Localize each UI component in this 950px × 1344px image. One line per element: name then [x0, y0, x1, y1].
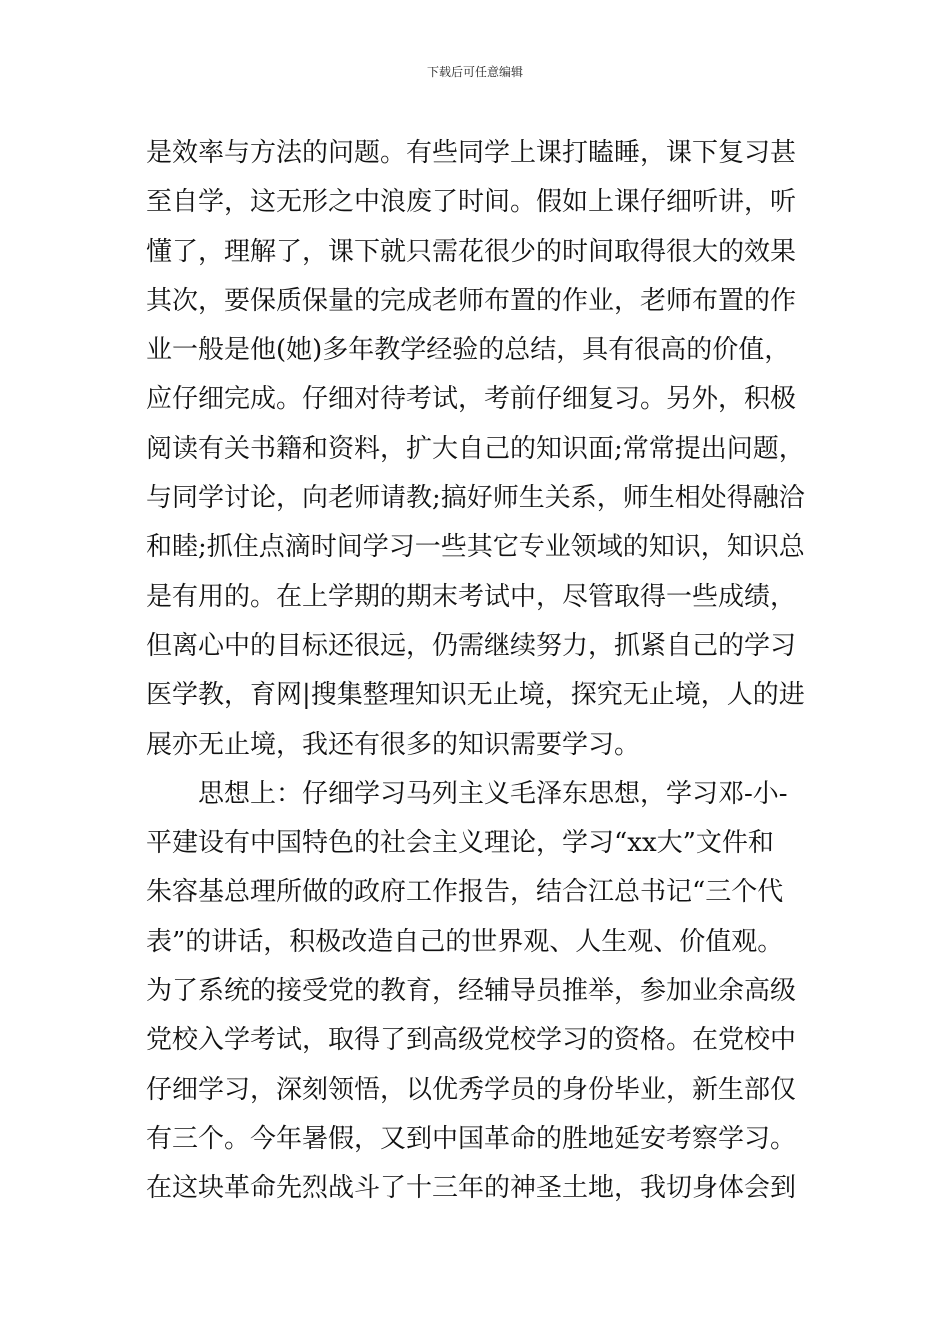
text-line: 医学教，育网|搜集整理知识无止境，探究无止境，人的进	[146, 680, 805, 711]
text-line: 是效率与方法的问题。有些同学上课打瞌睡，课下复习甚	[146, 138, 797, 168]
text-line: 朱容基总理所做的政府工作报告，结合江总书记“三个代	[146, 877, 784, 908]
text-line: 是有用的。在上学期的期末考试中，尽管取得一些成绩，	[146, 581, 797, 612]
text-line: 仔细学习，深刻领悟，以优秀学员的身份毕业，新生部仅	[146, 1074, 797, 1105]
text-line: 表”的讲话，积极改造自己的世界观、人生观、价值观。	[146, 926, 784, 957]
paragraph-start-line: 思想上：仔细学习马列主义毛泽东思想，学习邓-小-	[198, 778, 788, 809]
text-line: 业一般是他(她)多年教学经验的总结，具有很高的价值，	[146, 335, 791, 366]
text-line: 党校入学考试，取得了到高级党校学习的资格。在党校中	[146, 1025, 797, 1056]
text-line: 阅读有关书籍和资料，扩大自己的知识面;常常提出问题，	[146, 433, 805, 464]
text-line: 与同学讨论，向老师请教;搞好师生关系，师生相处得融洽	[146, 483, 805, 514]
text-line: 但离心中的目标还很远，仍需继续努力，抓紧自己的学习	[146, 630, 797, 661]
text-line: 其次，要保质保量的完成老师布置的作业，老师布置的作	[146, 285, 797, 316]
text-line: 懂了，理解了，课下就只需花很少的时间取得很大的效果	[146, 236, 797, 267]
text-line: 有三个。今年暑假，又到中国革命的胜地延安考察学习。	[146, 1123, 797, 1154]
text-line: 平建设有中国特色的社会主义理论，学习“xx大”文件和	[146, 828, 774, 859]
text-line: 为了系统的接受党的教育，经辅导员推举，参加业余高级	[146, 976, 797, 1007]
text-line: 在这块革命先烈战斗了十三年的神圣土地，我切身体会到	[146, 1173, 797, 1204]
text-line: 展亦无止境，我还有很多的知识需要学习。	[146, 729, 641, 760]
document-body	[146, 129, 810, 1214]
text-line: 应仔细完成。仔细对待考试，考前仔细复习。另外，积极	[146, 384, 797, 415]
page-header: 下载后可任意编辑	[426, 65, 523, 79]
text-line: 和睦;抓住点滴时间学习一些其它专业领域的知识，知识总	[146, 532, 805, 563]
text-line: 至自学，这无形之中浪废了时间。假如上课仔细听讲，听	[146, 187, 797, 218]
